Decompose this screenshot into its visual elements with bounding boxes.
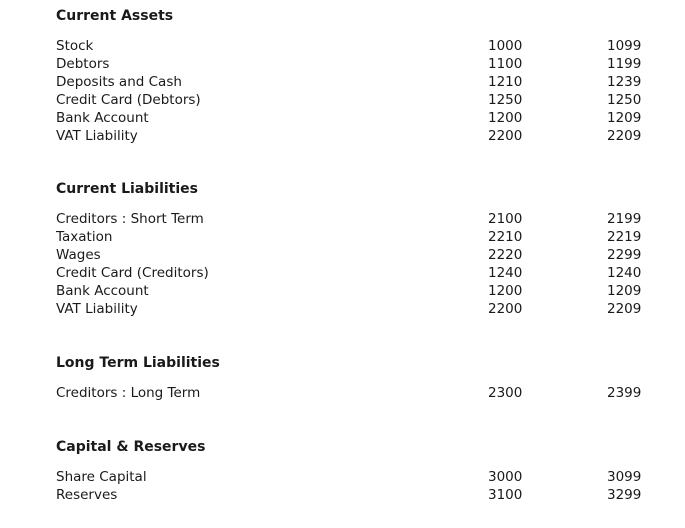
range-to: 1199 (607, 56, 642, 72)
account-list (56, 384, 656, 402)
range-to: 2299 (607, 247, 642, 263)
section-title: Long Term Liabilities (56, 355, 220, 371)
range-to: 1209 (607, 283, 642, 299)
range-from: 2200 (488, 128, 523, 144)
range-from: 1210 (488, 74, 523, 90)
account-name: Share Capital (56, 469, 147, 485)
range-to: 1250 (607, 92, 642, 108)
account-name: Deposits and Cash (56, 74, 182, 90)
account-row (56, 37, 656, 55)
range-from: 1250 (488, 92, 523, 108)
account-row (56, 55, 656, 73)
range-from: 1100 (488, 56, 523, 72)
account-row (56, 246, 656, 264)
account-name: Debtors (56, 56, 110, 72)
account-row (56, 486, 656, 504)
account-name: Taxation (56, 229, 113, 245)
account-name: Credit Card (Creditors) (56, 265, 209, 281)
range-from: 1000 (488, 38, 523, 54)
range-to: 1239 (607, 74, 642, 90)
account-name: VAT Liability (56, 301, 138, 317)
account-row (56, 127, 656, 145)
range-to: 2209 (607, 301, 642, 317)
account-row (56, 468, 656, 486)
account-name: Credit Card (Debtors) (56, 92, 201, 108)
range-from: 1200 (488, 283, 523, 299)
account-row (56, 109, 656, 127)
account-row (56, 228, 656, 246)
account-row (56, 210, 656, 228)
range-from: 2200 (488, 301, 523, 317)
account-name: Bank Account (56, 110, 149, 126)
section-title: Current Assets (56, 8, 174, 24)
account-row (56, 282, 656, 300)
account-row (56, 264, 656, 282)
range-to: 1240 (607, 265, 642, 281)
range-from: 2300 (488, 385, 523, 401)
account-name: Reserves (56, 487, 118, 503)
account-name: Stock (56, 38, 94, 54)
section-long-term-liabilities (56, 354, 656, 402)
section-current-liabilities (56, 180, 656, 318)
range-to: 3099 (607, 469, 642, 485)
section-title: Current Liabilities (56, 181, 198, 197)
range-from: 2210 (488, 229, 523, 245)
account-row (56, 300, 656, 318)
account-name: Creditors : Short Term (56, 211, 204, 227)
account-name: Creditors : Long Term (56, 385, 201, 401)
account-row (56, 73, 656, 91)
account-row (56, 384, 656, 402)
account-name: VAT Liability (56, 128, 138, 144)
range-to: 1099 (607, 38, 642, 54)
range-to: 2219 (607, 229, 642, 245)
account-list (56, 468, 656, 504)
range-from: 2100 (488, 211, 523, 227)
range-from: 1200 (488, 110, 523, 126)
range-from: 3100 (488, 487, 523, 503)
account-row (56, 91, 656, 109)
range-to: 3299 (607, 487, 642, 503)
range-from: 1240 (488, 265, 523, 281)
account-name: Wages (56, 247, 101, 263)
range-to: 2199 (607, 211, 642, 227)
range-from: 3000 (488, 469, 523, 485)
section-current-assets (56, 7, 656, 145)
range-to: 2399 (607, 385, 642, 401)
range-to: 2209 (607, 128, 642, 144)
account-list (56, 210, 656, 318)
account-name: Bank Account (56, 283, 149, 299)
section-capital-reserves (56, 438, 656, 504)
account-list (56, 37, 656, 145)
section-title: Capital & Reserves (56, 439, 206, 455)
range-to: 1209 (607, 110, 642, 126)
range-from: 2220 (488, 247, 523, 263)
